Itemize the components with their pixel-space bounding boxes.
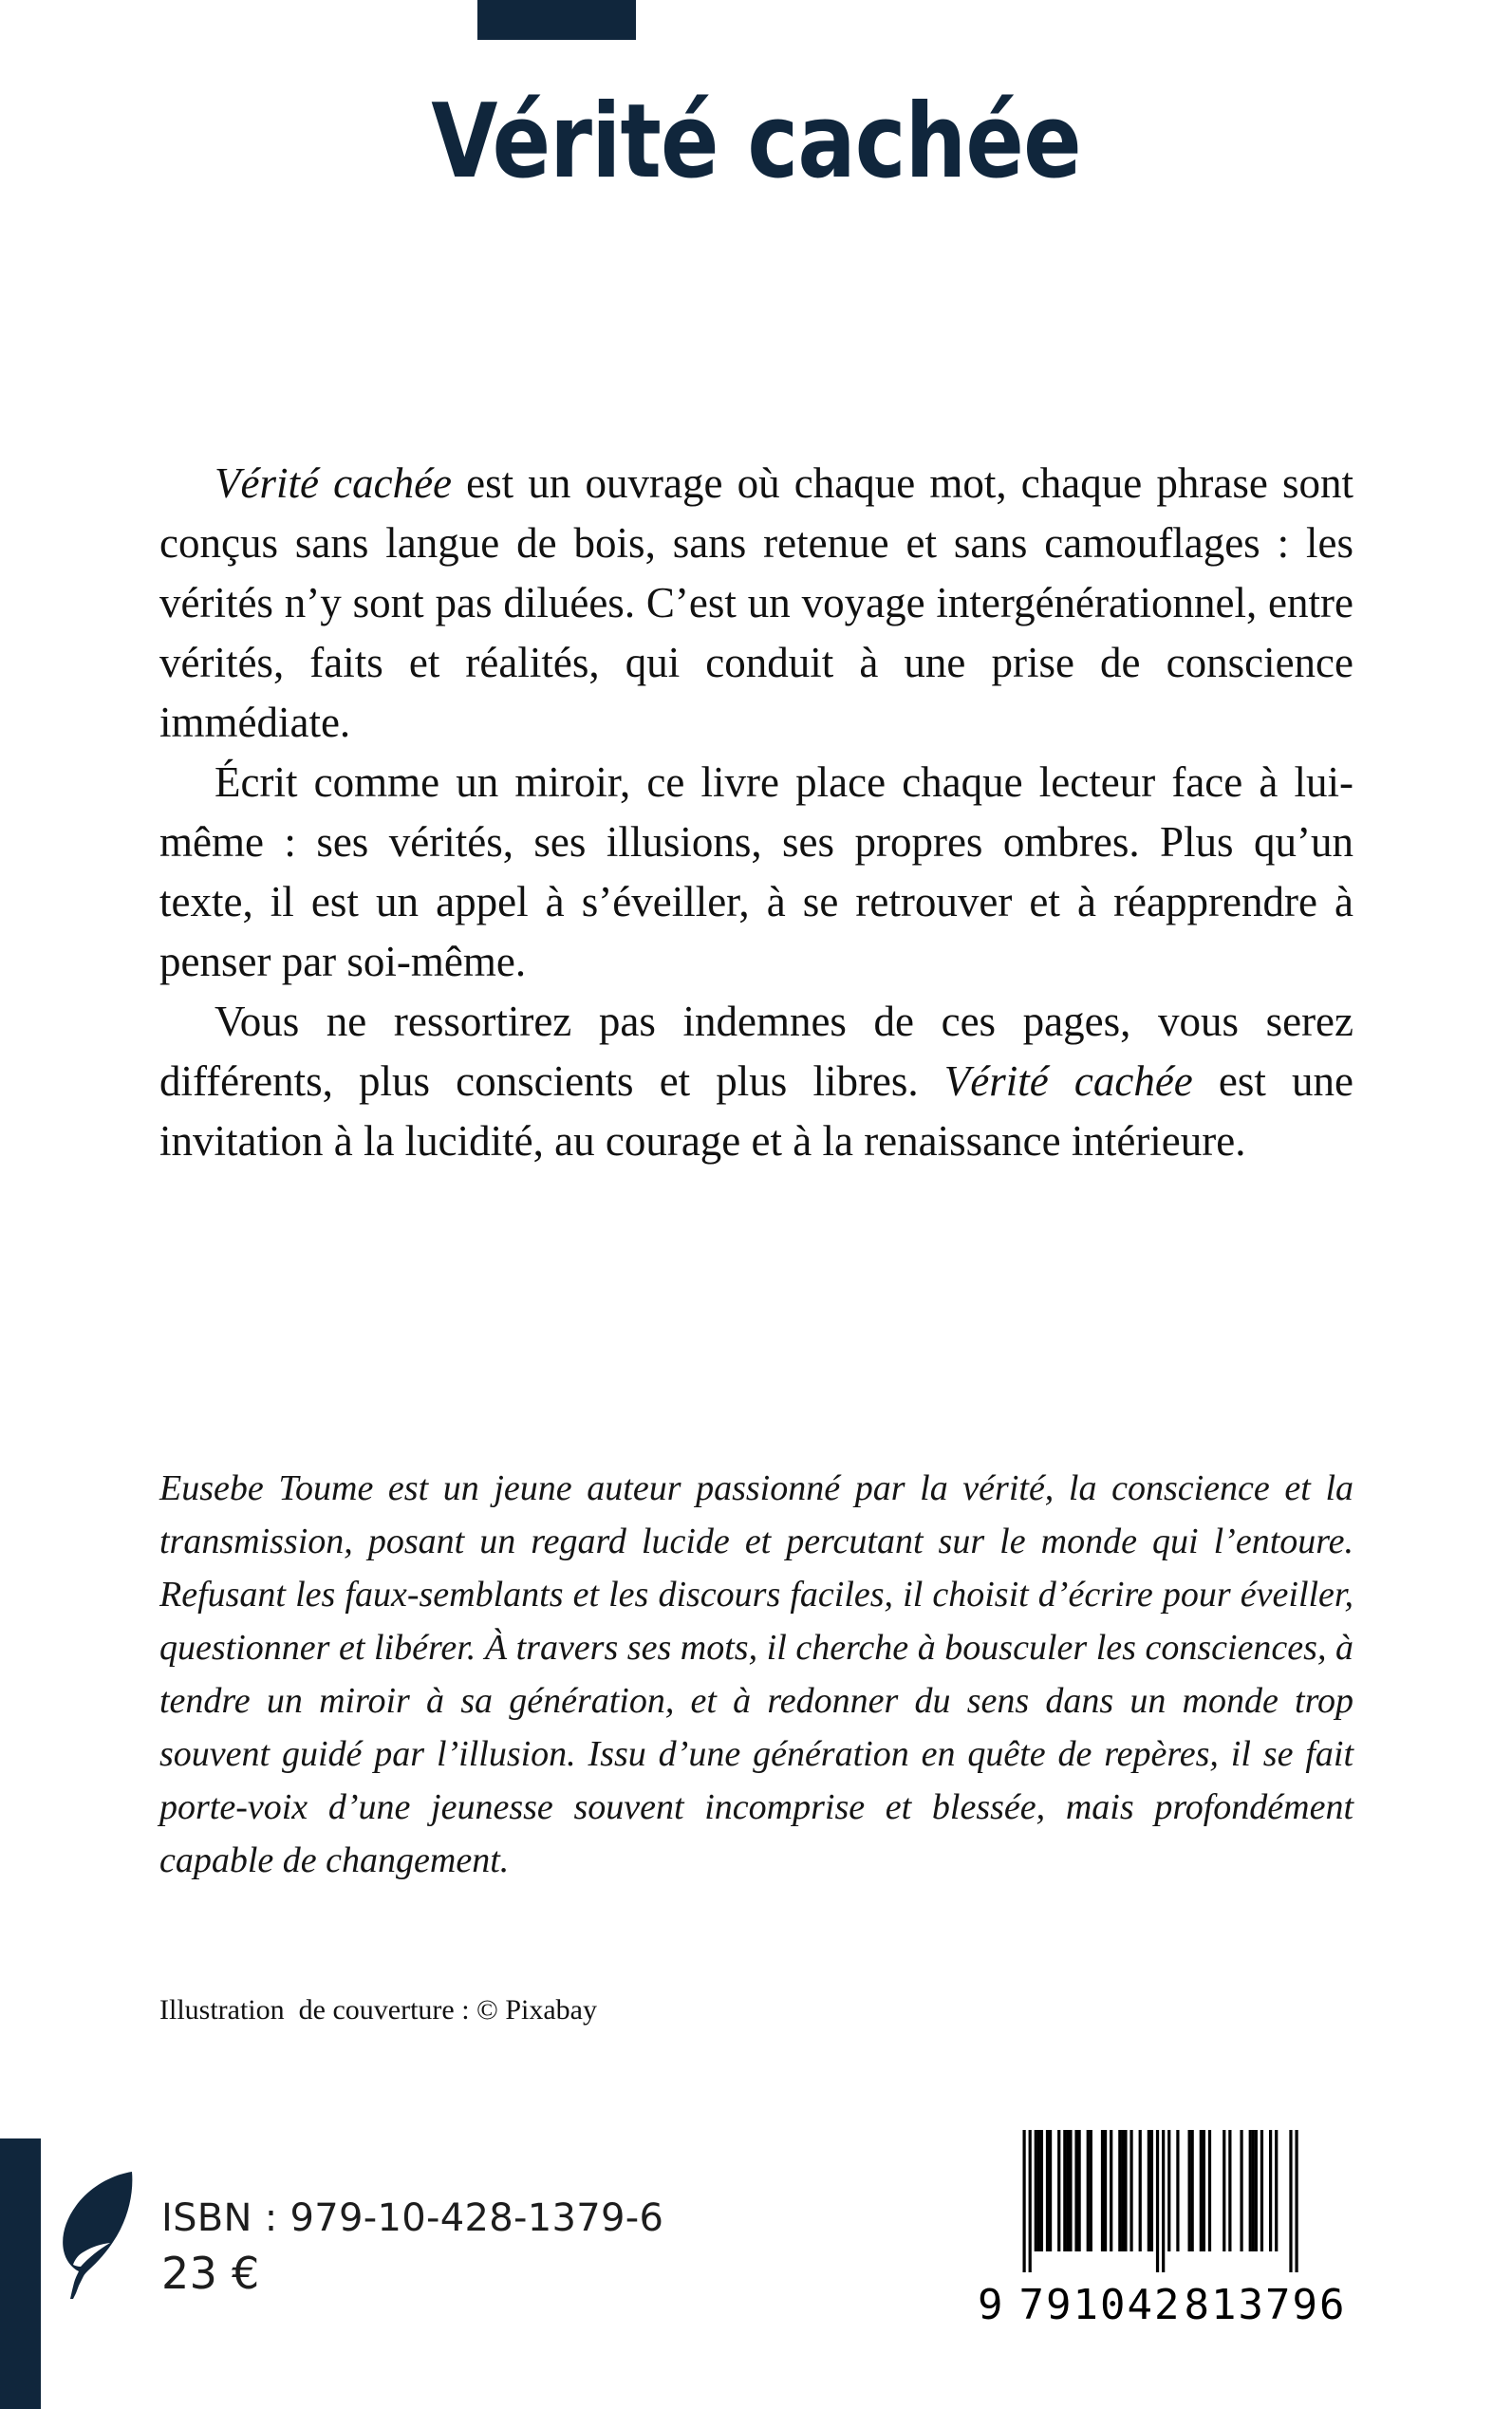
barcode-lead-digit: 9	[978, 2280, 1003, 2329]
blurb-paragraph-3-head: Vous ne ressortirez pas indemnes de ces pages, vous serez différents, plus conscients et plus libres.	[159, 998, 1353, 1105]
top-accent-block	[477, 0, 636, 40]
isbn-value: ISBN : 979-10-428-1379-6	[161, 2196, 664, 2240]
illustration-credit: Illustration de couverture : © Pixabay	[159, 1994, 598, 2026]
blurb-paragraph-2: Écrit comme un miroir, ce livre place chaque lecteur face à lui-même : ses vérités, ses illusions, ses propres ombres. Plus qu’un texte, il est un appel à s’éveiller, à se retrouver et à réapprendre à penser par soi-même.	[159, 758, 1353, 985]
author-bio	[159, 1462, 1353, 1887]
blurb-paragraph-3	[159, 992, 1353, 1171]
blurb-paragraph-3-tail: est une invitation à la lucidité, au courage et à la renaissance intérieure.	[159, 1057, 1353, 1165]
blurb-paragraph-1	[159, 454, 1353, 753]
blurb-emphasis-title-1: Vérité cachée	[215, 459, 453, 507]
isbn-price-block	[161, 2193, 663, 2303]
page-title: Vérité cachée	[431, 83, 1081, 201]
ean13-barcode	[997, 2122, 1324, 2288]
spine-accent-bar	[0, 2138, 41, 2409]
barcode-digits	[978, 2278, 1348, 2331]
blurb-text	[159, 454, 1353, 1171]
barcode-right-group: 813796	[1184, 2280, 1347, 2329]
author-bio-text: Eusebe Toume est un jeune auteur passionné par la vérité, la conscience et la transmission, posant un regard lucide et percutant sur le monde qui l’entoure. Refusant les faux-semblants et les discours faciles, il choisit d’écrire pour éveiller, questionner et libérer. À travers ses mots, il cherche à bousculer les consciences, à tendre un miroir à sa génération, et à redonner du sens dans un monde trop souvent guidé par l’illusion. Issu d’une génération en quête de repères, il se fait porte-voix d’une jeunesse souvent incomprise et blessée, mais profondément capable de changement.	[159, 1468, 1353, 1880]
quill-feather-icon	[52, 2169, 140, 2300]
price-value: 23 €	[161, 2248, 260, 2299]
blurb-emphasis-title-2: Vérité cachée	[943, 1057, 1193, 1105]
barcode-left-group: 791042	[1018, 2280, 1182, 2329]
blurb-paragraph-1-rest: est un ouvrage où chaque mot, chaque phrase sont conçus sans langue de bois, sans retenue et sans camouflages : les vérités n’y sont pas diluées. C’est un voyage intergénérationnel, entre vérités, faits et réalités, qui conduit à une prise de conscience immédiate.	[159, 459, 1353, 746]
